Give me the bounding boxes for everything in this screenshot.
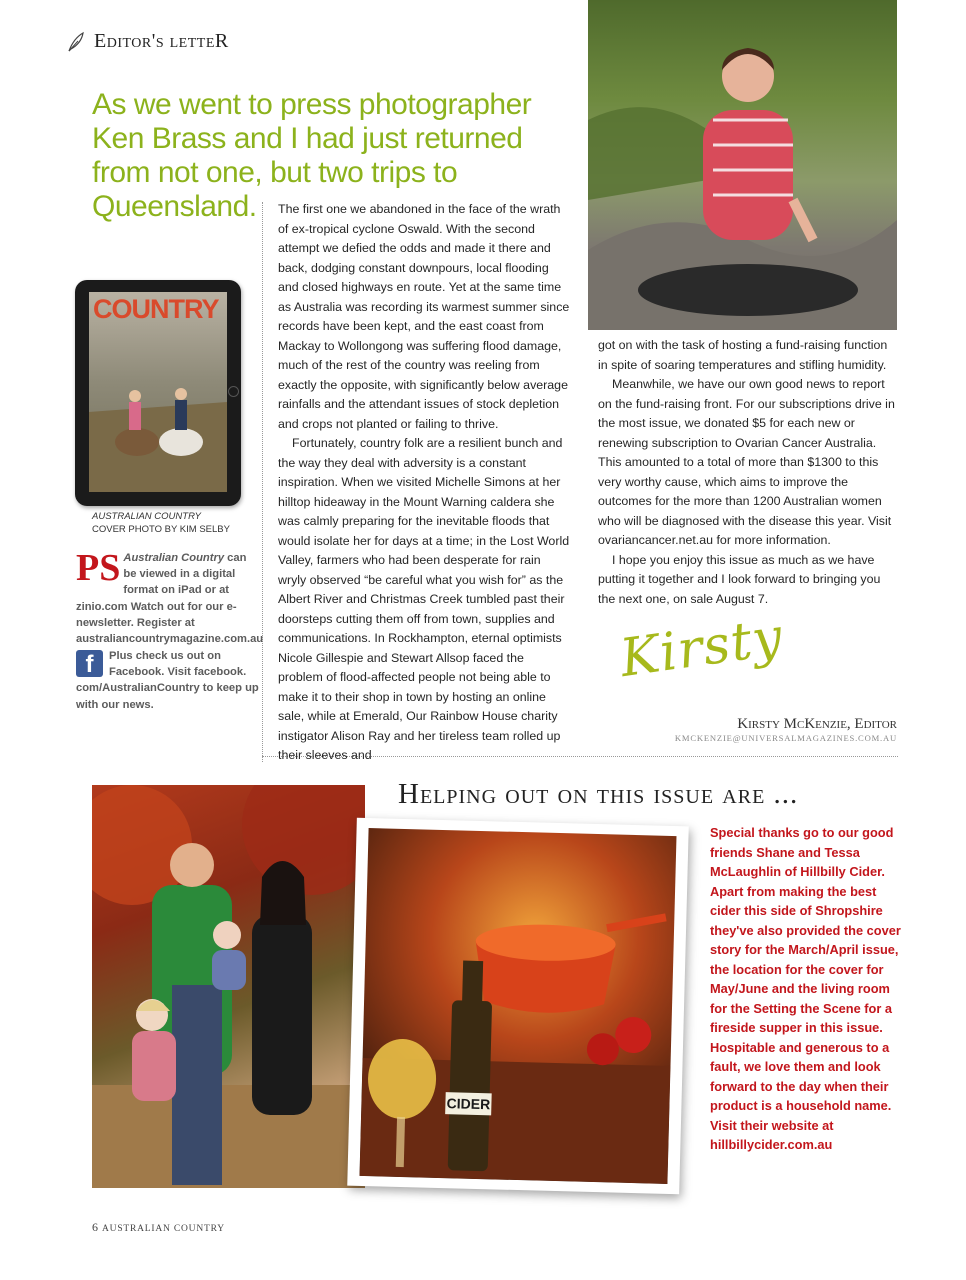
article-column-2 <box>598 336 898 609</box>
cider-photo <box>359 828 676 1184</box>
signature-script: Kirsty <box>616 606 787 690</box>
ps-text: can be viewed in a digital format on iPad or at zinio.com Watch out for our e-newsletter. Register at australiancountrymagazine.com.au <box>76 552 264 646</box>
cover-caption <box>92 510 230 536</box>
section-label: Editor's letteR <box>94 30 229 52</box>
feather-icon <box>66 31 86 53</box>
caption-line2: COVER PHOTO BY KIM SELBY <box>92 524 230 535</box>
ps-box <box>76 547 264 647</box>
article-column-1 <box>278 200 570 766</box>
family-photo <box>92 785 365 1188</box>
editor-name: Kirsty McKenzie, Editor <box>737 716 897 732</box>
tablet-cover <box>75 280 241 506</box>
section-header <box>66 30 229 53</box>
cider-photo-frame <box>347 818 689 1195</box>
paragraph: Meanwhile, we have our own good news to report on the fund-raising front. For our subscriptions drive in the most issue, we donated $5 for each new or renewing subscription to Ovarian Cancer Australia. This amounted to a total of more than $1300 to this very worthy cause, which aims to improve the outcomes for the more than 1200 Australian women who will be diagnosed with the disease this year. Visit ovariancancer.net.au for more information. <box>598 377 895 547</box>
helping-title: Helping out on this issue are ... <box>398 778 799 810</box>
page-footer <box>92 1220 225 1235</box>
column-divider <box>262 202 263 762</box>
thanks-text: Special thanks go to our good friends Shane and Tessa McLaughlin of Hillbilly Cider. Apart from making the best cider this side of Shropshire they've also provided the cover story for the March/April issue, the location for the cover for May/June and the living room for the Setting the Scene for a fireside supper in this issue. Hospitable and generous to a fault, we love them and look forward to the day when their product is a household name. Visit their website at hillbillycider.com.au <box>710 825 901 1152</box>
facebook-icon: f <box>76 650 103 677</box>
ps-dropcap: PS <box>76 547 121 589</box>
page-number: 6 <box>92 1220 98 1234</box>
paragraph: The first one we abandoned in the face of the wrath of ex-tropical cyclone Oswald. With the second attempt we defied the odds and made it there and back, dodging constant downpours, local flooding and closed highways en route. Yet at the same time as Australia was recording its warmest summer since records have been kept, and the east coast from Mackay to Wollongong was suffering flood damage, much of the rest of the country was reeling from exactly the opposite, with significantly below average rainfalls and the attendant issues of stock depletion and crops not planted or failing to thrive. <box>278 202 570 431</box>
cover-screen <box>89 292 227 492</box>
editor-photo <box>588 0 897 330</box>
paragraph: I hope you enjoy this issue as much as we have putting it together and I look forward to bringing you the next one, on sale August 7. <box>598 552 881 606</box>
paragraph: got on with the task of hosting a fund-raising function in spite of soaring temperatures and stifling humidity. <box>598 338 888 372</box>
home-button-icon <box>228 386 239 397</box>
footer-magazine: AUSTRALIAN COUNTRY <box>102 1224 225 1234</box>
editor-email: KMCKENZIE@UNIVERSALMAGAZINES.COM.AU <box>674 733 897 743</box>
paragraph: Fortunately, country folk are a resilient bunch and the way they deal with adversity is a constant inspiration. When we visited Michelle Simons at her hilltop hideaway in the Mount Warning caldera she was calmly preparing for the inevitable floods that would isolate her for days at a time; in the Lost World Valley, farmers who had been desperate for rain wryly observed “be careful what you wish for” as the Albert River and Christmas Creek tumbled past their doorsteps cutting them off from town, supplies and communications. In Rockhampton, eternal optimists Nicole Gillespie and Stewart Allsop faced the problem of flood-affected people not being able to make it to their shop in town by hosting an online sale, while at Emerald, Our Rainbow House charity instigator Alison Ray and her tireless team rolled up their sleeves and <box>278 436 570 762</box>
headline: As we went to press photographer Ken Brass and I had just returned from not one, but two trips to Queensland. <box>92 88 532 223</box>
facebook-box <box>76 648 260 713</box>
facebook-text: Plus check us out on Facebook. Visit facebook. com/AustralianCountry to keep up with our news. <box>76 650 259 711</box>
cider-bottle-label: CIDER <box>445 1092 492 1115</box>
ps-publication: Australian Country <box>123 552 225 564</box>
caption-line1: AUSTRALIAN COUNTRY <box>92 511 201 522</box>
cover-masthead: COUNTRY <box>93 294 219 324</box>
